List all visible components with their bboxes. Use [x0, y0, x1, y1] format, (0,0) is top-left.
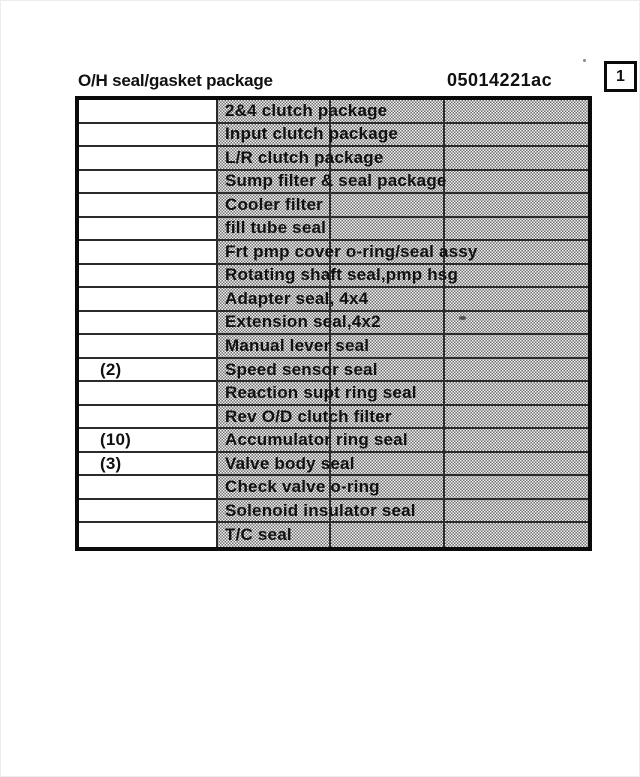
table-row: [79, 147, 588, 171]
qty-cell: [79, 406, 217, 428]
part-description: Rotating shaft seal,pmp hsg: [225, 265, 459, 285]
page-number: 1: [616, 67, 625, 85]
part-description: Solenoid insulator seal: [225, 500, 416, 520]
qty-cell: (3): [100, 453, 122, 473]
qty-cell: (2): [100, 359, 122, 379]
table-row: [79, 523, 588, 547]
qty-cell: [79, 500, 217, 522]
qty-cell: [79, 288, 217, 310]
part-number: 05014221ac: [447, 70, 553, 90]
table-row: [79, 406, 588, 430]
table-row: [79, 265, 588, 289]
qty-cell: [79, 335, 217, 357]
table-row: [79, 312, 588, 336]
part-description: 2&4 clutch package: [225, 100, 388, 120]
table-row: [79, 382, 588, 406]
table-row: [79, 100, 588, 124]
table-row: [79, 194, 588, 218]
scan-artifact-dot: [583, 59, 586, 62]
page-number-box: [604, 61, 637, 92]
qty-cell: [79, 523, 217, 547]
table-row: [79, 453, 588, 477]
qty-cell: (10): [100, 430, 132, 450]
table-row: [79, 288, 588, 312]
part-description: Extension seal,4x2: [225, 312, 381, 332]
part-description: Input clutch package: [225, 124, 399, 144]
table-row: [79, 124, 588, 148]
part-description: L/R clutch package: [225, 147, 384, 167]
qty-cell: [79, 382, 217, 404]
qty-cell: [79, 265, 217, 287]
part-description: Speed sensor seal: [225, 359, 378, 379]
qty-cell: [79, 476, 217, 498]
part-description: Frt pmp cover o-ring/seal assy: [225, 241, 478, 261]
qty-cell: [79, 100, 217, 122]
part-description: Sump filter & seal package: [225, 171, 447, 191]
qty-cell: [79, 171, 217, 193]
part-description: fill tube seal: [225, 218, 327, 238]
table-row: [79, 359, 588, 383]
part-description: T/C seal: [225, 525, 292, 545]
part-description: Check valve o-ring: [225, 477, 380, 497]
qty-cell: [79, 241, 217, 263]
parts-table: [75, 96, 592, 551]
table-row: [79, 241, 588, 265]
table-rows: [79, 100, 588, 547]
document-title: O/H seal/gasket package: [78, 71, 273, 90]
qty-cell: [79, 218, 217, 240]
part-description: Manual lever seal: [225, 336, 370, 356]
part-description: Reaction supt ring seal: [225, 383, 417, 403]
table-row: [79, 171, 588, 195]
table-row: [79, 500, 588, 524]
scan-artifact-dot: [459, 316, 466, 320]
part-description: Accumulator ring seal: [225, 430, 408, 450]
table-row: [79, 429, 588, 453]
qty-cell: [79, 124, 217, 146]
qty-cell: [79, 194, 217, 216]
table-row: [79, 218, 588, 242]
part-description: Adapter seal, 4x4: [225, 288, 369, 308]
qty-cell: [79, 312, 217, 334]
part-description: Rev O/D clutch filter: [225, 406, 392, 426]
part-description: Cooler filter: [225, 194, 324, 214]
qty-cell: [79, 147, 217, 169]
part-description: Valve body seal: [225, 453, 355, 473]
table-row: [79, 335, 588, 359]
table-row: [79, 476, 588, 500]
